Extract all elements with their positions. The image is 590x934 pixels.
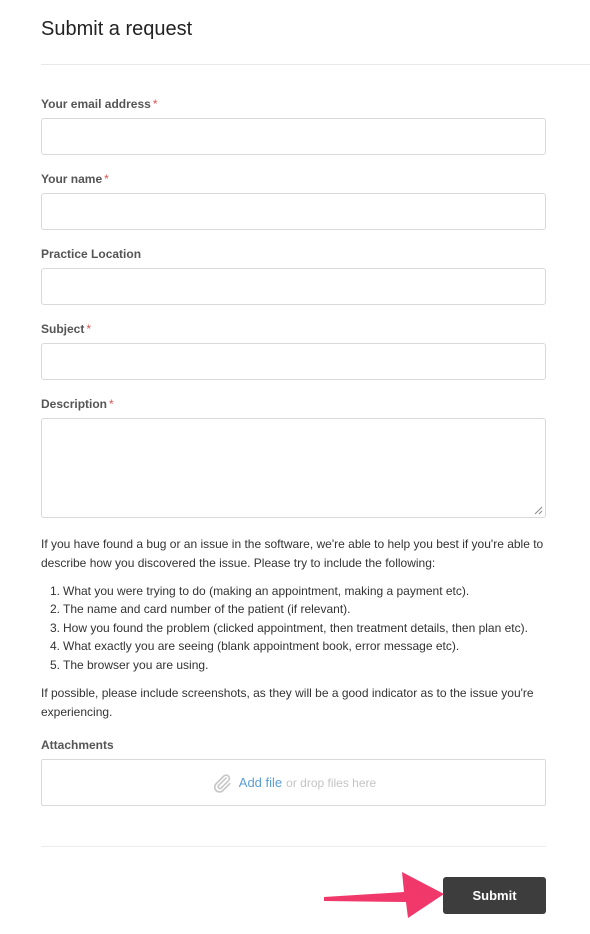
resize-grip-icon[interactable] xyxy=(534,506,543,515)
submit-button[interactable]: Submit xyxy=(443,877,546,914)
location-label xyxy=(41,247,141,261)
help-item-number: 3. xyxy=(50,620,61,635)
help-item-text: What exactly you are seeing (blank appointment book, error message etc). xyxy=(63,639,460,654)
name-label-text: Your name xyxy=(41,172,103,186)
required-marker: * xyxy=(109,397,114,411)
name-field[interactable] xyxy=(41,193,546,230)
location-field[interactable] xyxy=(41,268,546,305)
add-file-link[interactable]: Add file xyxy=(238,775,283,790)
page-title: Submit a request xyxy=(41,18,193,40)
drop-files-text: or drop files here xyxy=(286,775,377,790)
help-item xyxy=(41,656,551,674)
subject-label-text: Subject xyxy=(41,322,85,336)
required-marker: * xyxy=(86,322,92,336)
help-item-text: The name and card number of the patient (if relevant). xyxy=(63,602,351,617)
help-item-text: How you found the problem (clicked appointment, then treatment details, then plan etc). xyxy=(63,620,528,635)
help-item xyxy=(41,637,551,655)
help-item-number: 2. xyxy=(50,602,61,617)
help-item-number: 4. xyxy=(50,639,61,654)
arrow-annotation-icon xyxy=(322,868,447,922)
subject-field[interactable] xyxy=(41,343,546,380)
required-marker: * xyxy=(104,172,109,186)
footer-divider xyxy=(41,846,546,847)
paperclip-icon xyxy=(211,772,233,794)
description-textarea[interactable] xyxy=(41,418,546,518)
title-divider xyxy=(41,64,590,65)
location-label-text: Practice Location xyxy=(41,247,142,261)
name-label xyxy=(41,172,109,186)
help-item-number: 1. xyxy=(50,584,61,598)
required-marker: * xyxy=(152,97,158,111)
help-outro: If possible, please include screenshots, as they will be a good indicator as to the issue you're experiencing. xyxy=(41,686,534,719)
help-item-text: The browser you are using. xyxy=(63,657,209,672)
description-label-text: Description xyxy=(41,397,108,411)
help-item-number: 5. xyxy=(50,657,61,672)
email-label xyxy=(41,97,158,111)
attachments-label xyxy=(41,738,114,752)
description-label xyxy=(41,397,114,411)
attachments-label-text: Attachments xyxy=(41,738,114,752)
email-label-text: Your email address xyxy=(41,97,151,111)
help-item-text: What you were trying to do (making an appointment, making a payment etc). xyxy=(63,584,470,598)
attachments-dropzone[interactable] xyxy=(41,759,546,806)
help-intro: If you have found a bug or an issue in the software, we're able to help you best if you're able to describe how you discovered the issue. Please try to include the following: xyxy=(41,537,544,570)
help-item xyxy=(41,600,551,618)
email-field[interactable] xyxy=(41,118,546,155)
help-list xyxy=(41,582,551,674)
help-item xyxy=(41,619,551,637)
subject-label xyxy=(41,322,91,336)
help-item xyxy=(41,582,551,600)
